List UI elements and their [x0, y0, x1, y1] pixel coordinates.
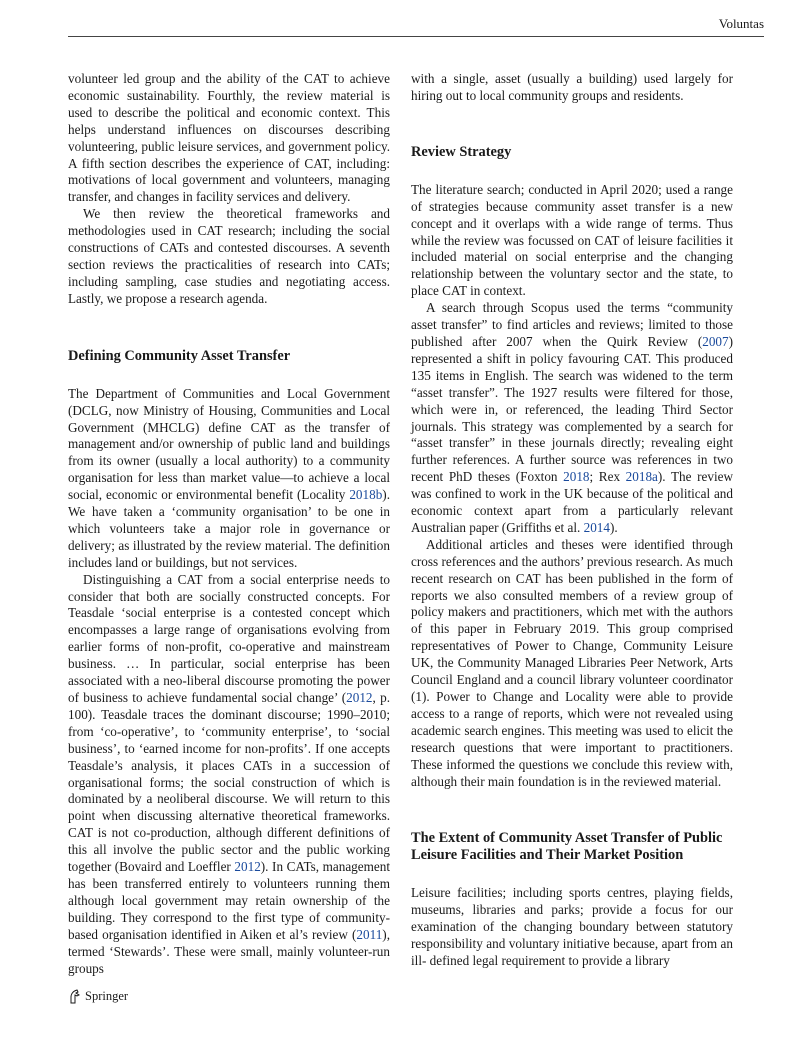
paragraph: We then review the theoretical frameworks and methodologies used in CAT research; including the social constructions of CATs and contested discourses. A seventh section reviews the practicalities of research into CATs; including sampling, case studies and negotiating access. Lastly, we propose a research agenda. [68, 206, 390, 306]
right-column [411, 71, 733, 970]
citation-link[interactable]: 2007 [702, 333, 729, 349]
paragraph: A search through Scopus used the terms “community asset transfer” to find articles and reviews; limited to those published after 2007 when the Quirk Review (2007) represented a shift in policy favouring CAT. This produced 135 items in English. The search was widened to the term “asset transfer”. The 1927 results were filtered for those, which were in, or referenced, the leading Third Sector journals. This strategy was complemented by a search for “asset transfer” in these journals directly; revealing eight further references. A further source was references in two recent PhD theses (Foxton 2018; Rex 2018a). The review was confined to work in the UK because of the political and economic context apart from a particularly relevant Australian paper (Griffiths et al. 2014). [411, 300, 733, 535]
citation-link[interactable]: 2018 [563, 469, 590, 485]
paragraph: Additional articles and theses were identified through cross references and the authors’ previous research. As much recent research on CAT has been published in the form of reports we also consulted members of a review group of policy makers and practitioners, which met with the authors of this paper in February 2019. This group comprised representatives of Power to Change, Community Leisure UK, the Community Managed Libraries Peer Network, Arts Council England and a council library volunteer coordinator (1). Power to Change and Locality were able to provide access to a range of reports, which were not revealed using academic search engines. This meeting was used to elicit the research questions that were important to practitioners. These informed the questions we conclude this review with, although their main foundation is in the reviewed material. [411, 536, 733, 789]
publisher-footer [68, 989, 128, 1004]
citation-link[interactable]: 2018a [625, 469, 658, 485]
paragraph: with a single, asset (usually a building) used largely for hiring out to local community groups and residents. [411, 71, 733, 103]
paragraph: volunteer led group and the ability of the CAT to achieve economic sustainability. Fourthly, the review material is used to describe the political and economic context. This helps understand influences on discourses describing volunteering, public leisure services, and government policy. A fifth section describes the experience of CAT, including: motivations of local government and volunteers, managing transfer, and changes in facility services and delivery. [68, 71, 390, 205]
springer-horse-icon [68, 989, 81, 1004]
citation-link[interactable]: 2012 [346, 690, 373, 705]
paragraph: Leisure facilities; including sports centres, playing fields, museums, libraries and parks; provide a focus for our examination of the changing boundary between statutory responsibility and voluntary initiative because, apart from an ill- defined legal requirement to provide a library [411, 885, 733, 969]
running-head-journal: Voluntas [718, 16, 764, 31]
section-heading-extent-of-cat: The Extent of Community Asset Transfer of Public Leisure Facilities and Their Market Position [411, 830, 723, 864]
paragraph: The literature search; conducted in April 2020; used a range of strategies because community asset transfer is a new concept and it overlaps with a wide range of terms. Thus while the review was focussed on CAT of leisure facilities it included material on social enterprise and the changing relationship between the voluntary sector and the state, to place CAT in context. [411, 181, 733, 299]
paragraph: Distinguishing a CAT from a social enterprise needs to consider that both are socially constructed concepts. For Teasdale ‘social enterprise is a contested concept which encompasses a large range of organisations evolving from earlier forms of non-profit, co-operative and mainstream business. … In particular, social enterprise has been associated with a neo-liberal discourse promoting the power of business to achieve fundamental social change’ (2012, p. 100). Teasdale traces the dominant discourse; 1990–2010; from ‘co-operative’, to ‘community enterprise’, to ‘social business’, to ‘earned income for non-profits’. If one accepts Teasdale’s analysis, it places CATs in a succession of organisational forms; the social construction of which is dominated by a neoliberal discourse. We will return to this point when discussing alternative theoretical frameworks. CAT is not co-production, although different definitions of this all involve the public sector and the public working together (Bovaird and Loeffler 2012). In CATs, management has been transferred entirely to volunteers running them although local government may retain ownership of the building. They correspond to the first type of community-based organisation identified in Aiken et al’s review (2011), termed ‘Stewards’. These were small, mainly volunteer-run groups [68, 571, 390, 976]
paragraph: The Department of Communities and Local Government (DCLG, now Ministry of Housing, Communities and Local Government (MHCLG) define CAT as the transfer of management and/or ownership of public land and buildings from its owner (usually a local authority) to a community organisation for less than market value—to achieve a local social, economic or environmental benefit (Locality 2018b). We have taken a ‘community organisation’ to be one in which volunteers take a major role in governance or delivery; as illustrated by the review material. The definition includes land or buildings, but not services. [68, 385, 390, 570]
header-rule [68, 36, 764, 37]
section-heading-review-strategy: Review Strategy [411, 143, 512, 160]
section-heading-defining-cat: Defining Community Asset Transfer [68, 347, 291, 364]
left-column [68, 71, 390, 977]
citation-link[interactable]: 2012 [234, 859, 261, 875]
citation-link[interactable]: 2014 [583, 519, 610, 535]
citation-link[interactable]: 2018b [349, 487, 383, 503]
citation-link[interactable]: 2011 [356, 926, 383, 942]
publisher-name: Springer [85, 989, 129, 1003]
